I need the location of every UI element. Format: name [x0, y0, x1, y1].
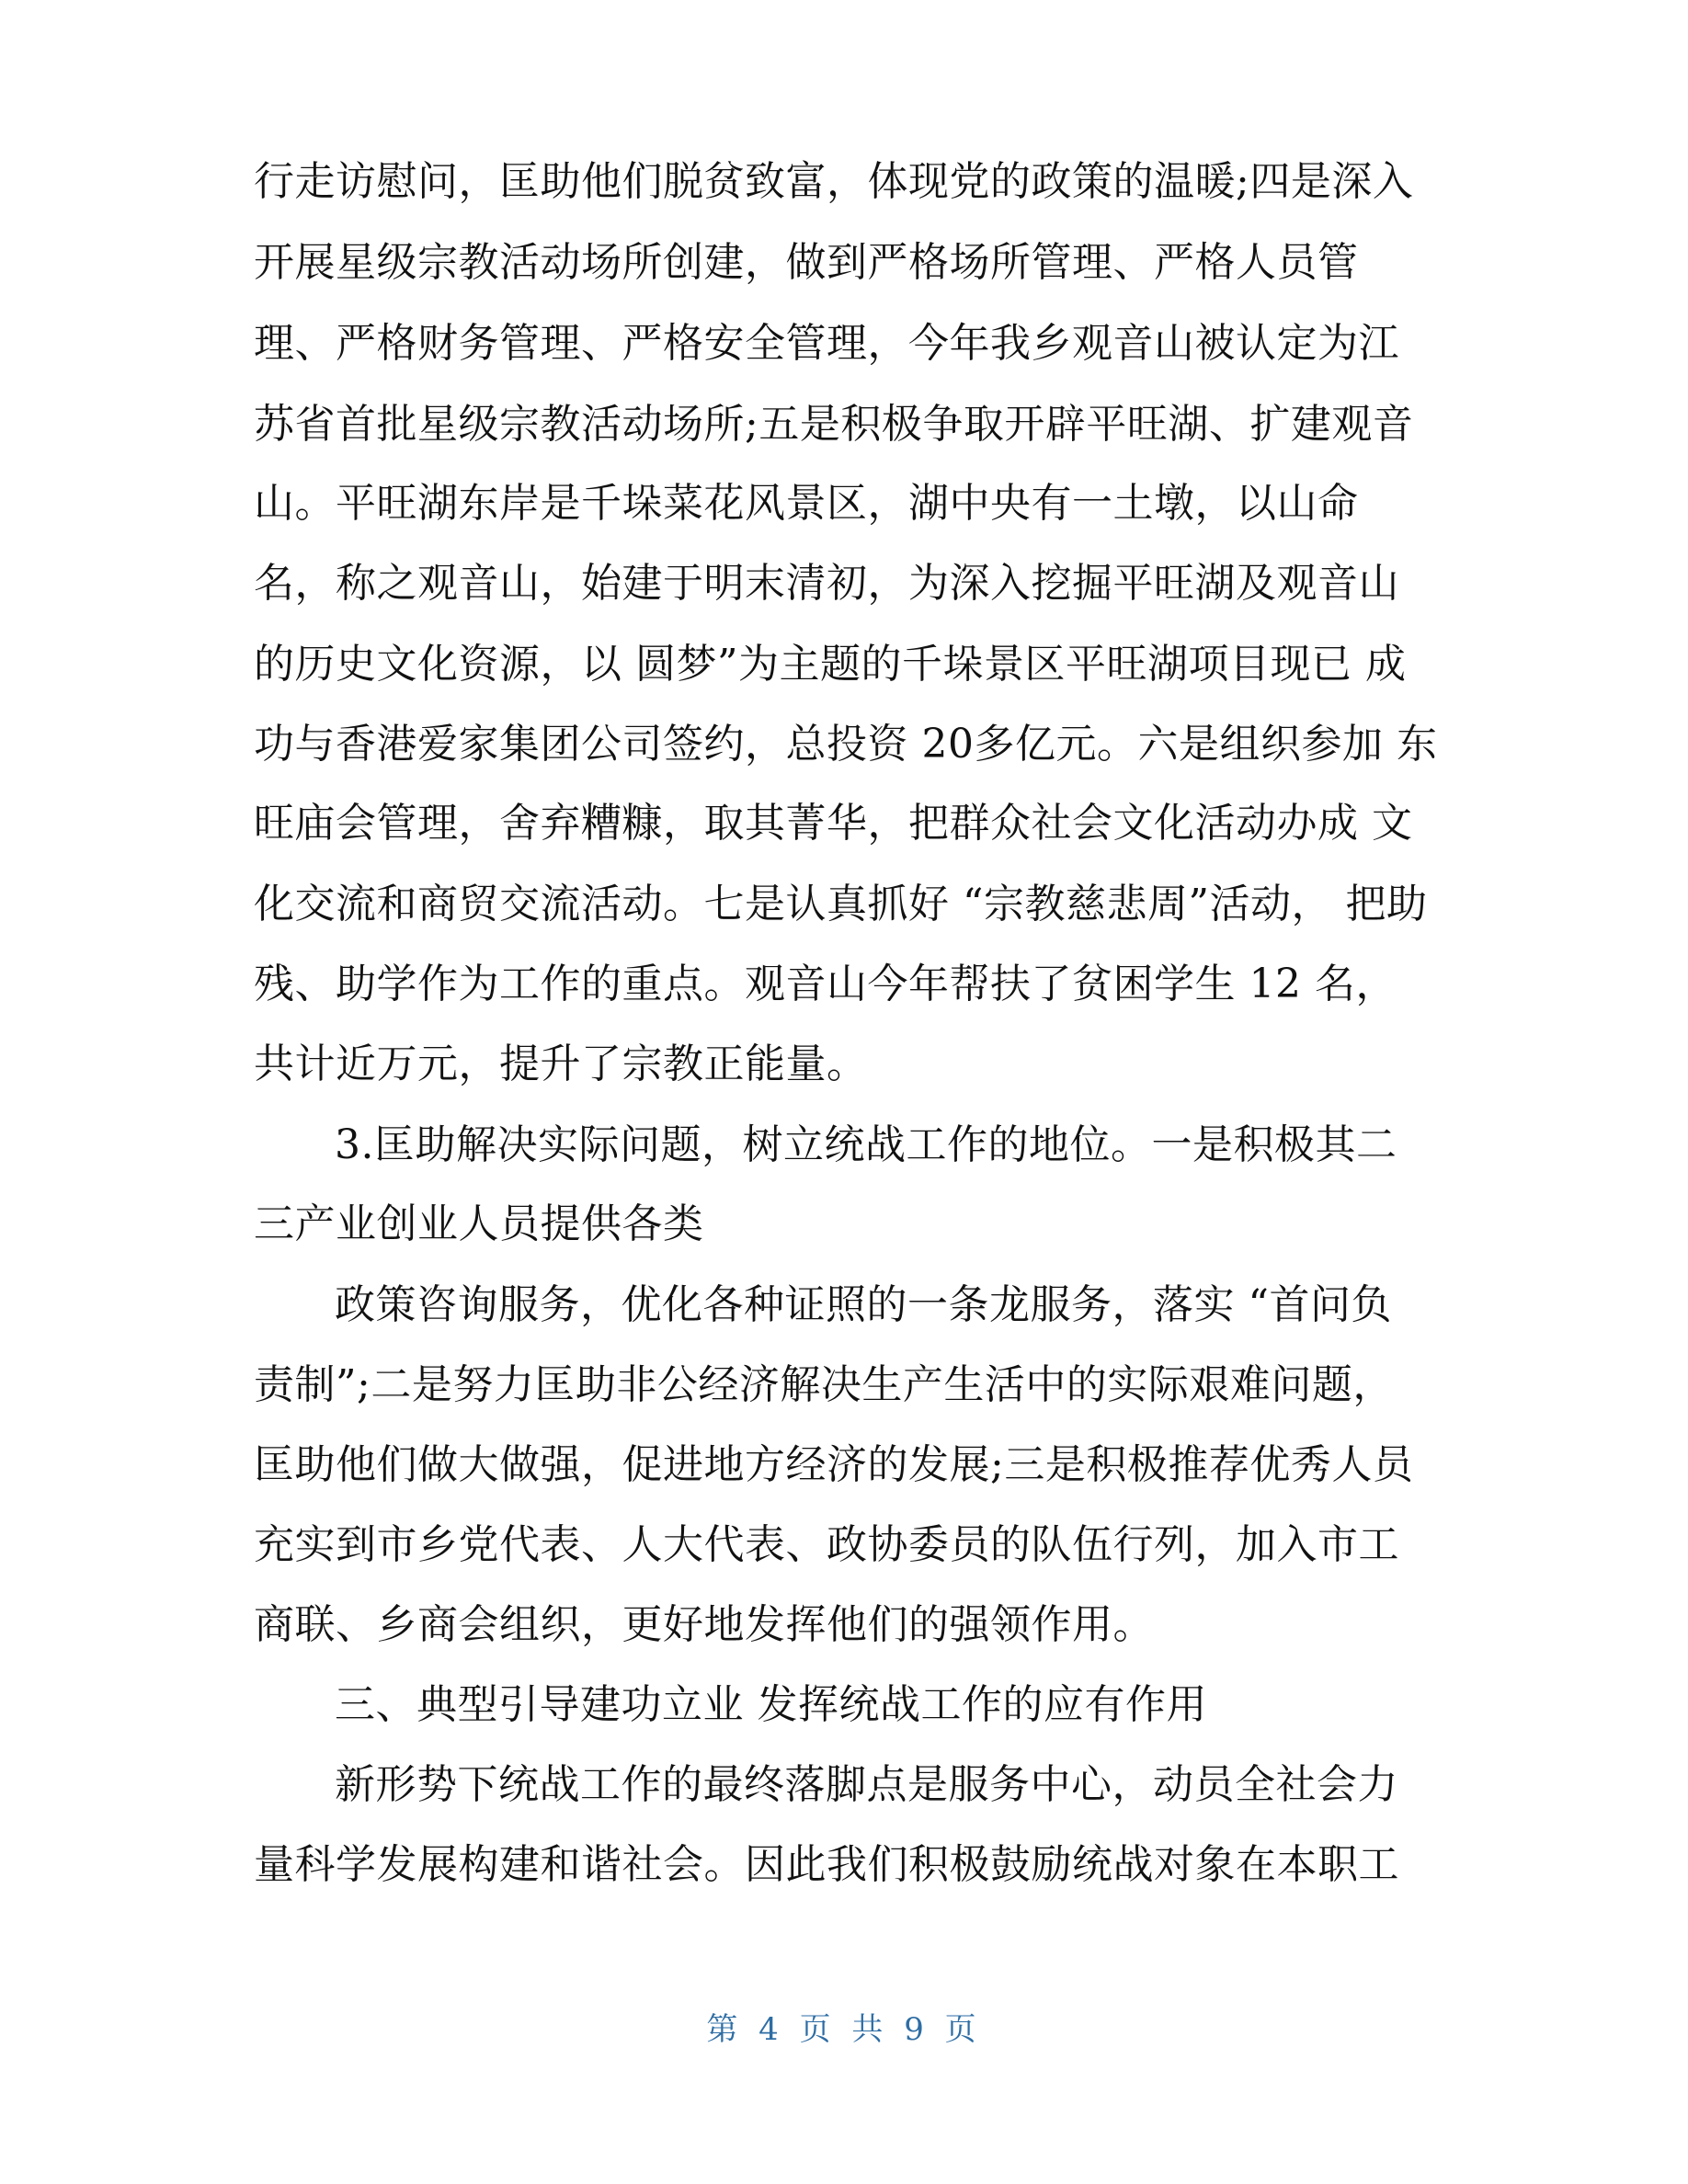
- body-line: 量科学发展构建和谐社会。因此我们积极鼓励统战对象在本职工: [254, 1841, 1399, 1888]
- body-line: 理、严格财务管理、严格安全管理，今年我乡观音山被认定为江: [254, 320, 1399, 367]
- body-line: 旺庙会管理，舍弃糟糠，取其菁华，把群众社会文化活动办成 文: [254, 800, 1413, 847]
- body-line: 三产业创业人员提供各类: [254, 1200, 704, 1247]
- paragraph-line: 政策咨询服务，优化各种证照的一条龙服务，落实 “首问负: [335, 1281, 1392, 1328]
- body-line: 责制”;二是努力匡助非公经济解决生产生活中的实际艰难问题，: [254, 1361, 1394, 1408]
- body-line: 商联、乡商会组织，更好地发挥他们的强领作用。: [254, 1601, 1154, 1648]
- body-line: 化交流和商贸交流活动。七是认真抓好 “宗教慈悲周”活动， 把助: [254, 881, 1428, 927]
- body-line: 苏省首批星级宗教活动场所;五是积极争取开辟平旺湖、扩建观音: [254, 401, 1414, 448]
- paragraph-line: 3.匡助解决实际问题，树立统战工作的地位。一是积极其二: [335, 1121, 1397, 1168]
- body-line: 残、助学作为工作的重点。观音山今年帮扶了贫困学生 12 名，: [254, 961, 1397, 1007]
- body-line: 行走访慰问，匡助他们脱贫致富，体现党的政策的温暖;四是深入: [254, 158, 1414, 205]
- paragraph-line: 新形势下统战工作的最终落脚点是服务中心，动员全社会力: [335, 1761, 1398, 1808]
- body-line: 共计近万元，提升了宗教正能量。: [254, 1041, 868, 1087]
- body-line: 功与香港爱家集团公司签约，总投资 20多亿元。六是组织参加 东: [254, 721, 1438, 768]
- section-heading: 三、典型引导建功立业 发挥统战工作的应有作用: [335, 1681, 1207, 1728]
- body-line: 山。平旺湖东岸是千垛菜花风景区，湖中央有一土墩，以山命: [254, 480, 1359, 527]
- body-line: 的历史文化资源，以 圆梦”为主题的千垛景区平旺湖项目现已 成: [254, 641, 1407, 688]
- body-line: 充实到市乡党代表、人大代表、政协委员的队伍行列，加入市工: [254, 1521, 1399, 1568]
- body-line: 匡助他们做大做强，促进地方经济的发展;三是积极推荐优秀人员: [254, 1441, 1414, 1488]
- body-line: 名，称之观音山，始建于明末清初，为深入挖掘平旺湖及观音山: [254, 560, 1399, 607]
- page-number-footer: 第 4 页 共 9 页: [706, 2011, 982, 2048]
- body-line: 开展星级宗教活动场所创建，做到严格场所管理、严格人员管: [254, 239, 1359, 286]
